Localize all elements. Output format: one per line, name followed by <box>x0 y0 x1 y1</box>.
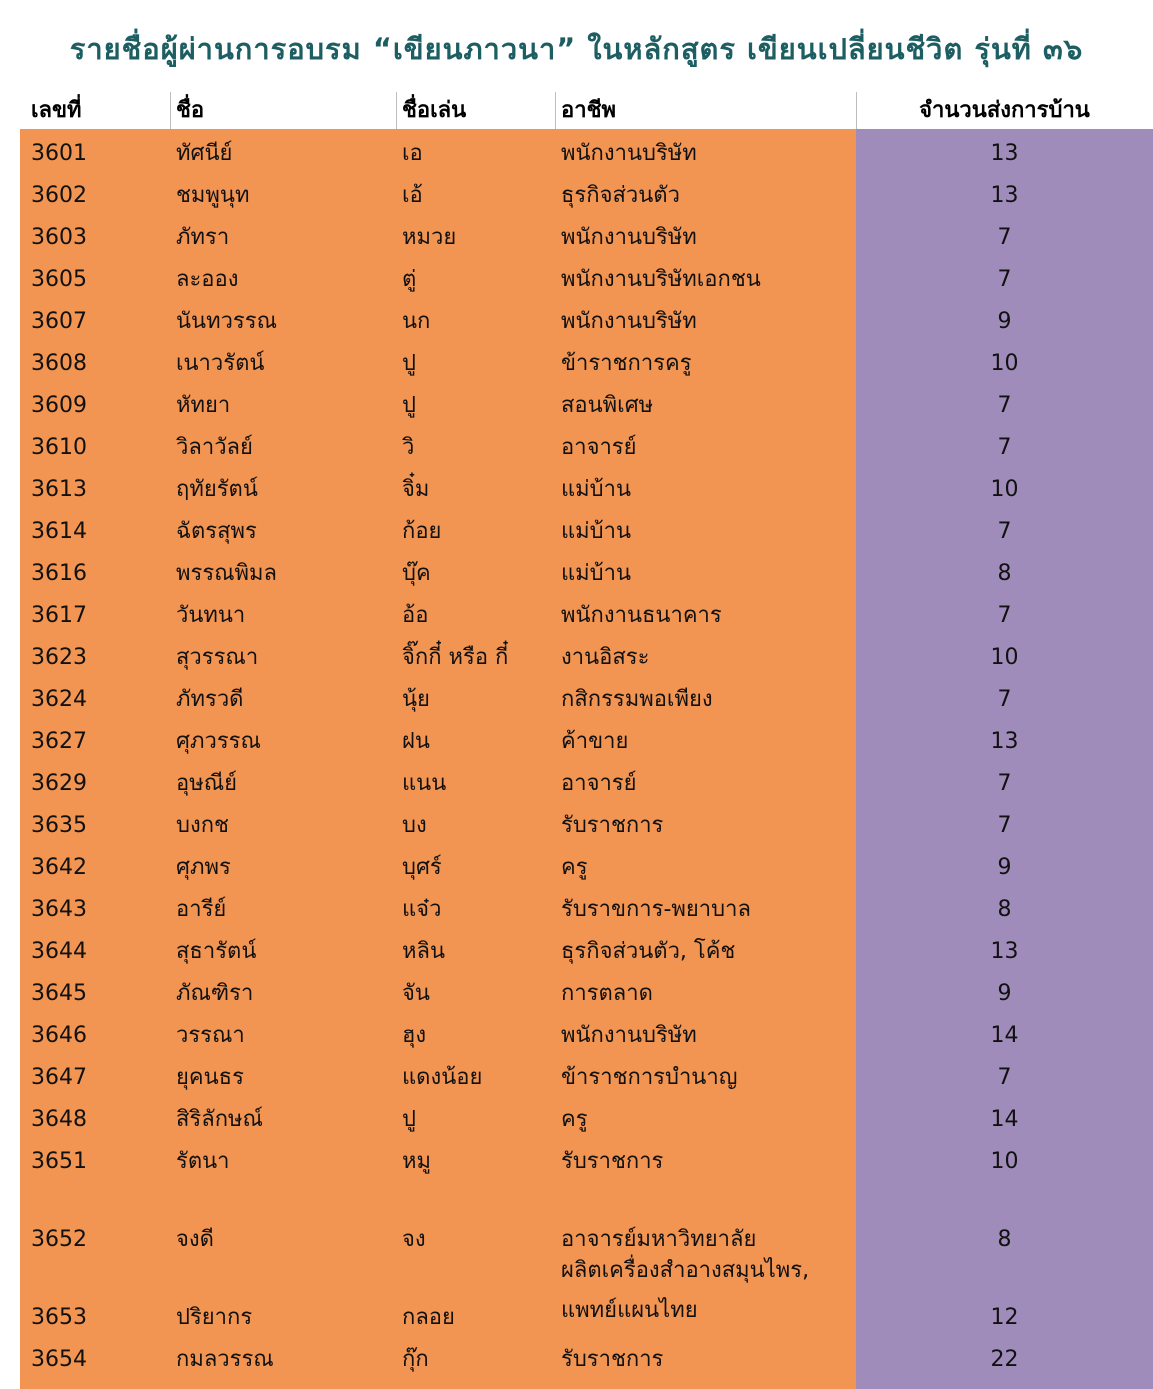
table-row <box>0 133 1153 175</box>
cell-id: 3616 <box>31 561 87 586</box>
header-divider <box>396 92 397 130</box>
cell-homework: 10 <box>990 351 1019 376</box>
cell-nickname: แดงน้อย <box>402 1065 483 1090</box>
cell-homework: 7 <box>997 771 1012 796</box>
header-nickname: ชื่อเล่น <box>402 98 467 123</box>
cell-id: 3654 <box>31 1347 87 1372</box>
cell-nickname: จัน <box>402 981 430 1006</box>
table-row <box>0 469 1153 511</box>
table-row <box>0 217 1153 259</box>
cell-homework: 14 <box>990 1107 1019 1132</box>
table-row <box>0 931 1153 973</box>
cell-occupation: พนักงานบริษัท <box>561 1023 697 1048</box>
cell-homework: 13 <box>990 183 1019 208</box>
cell-nickname: ปู <box>402 393 416 418</box>
cell-nickname: บุศร์ <box>402 855 442 880</box>
cell-occupation: รับราชการ <box>561 1347 664 1372</box>
header-homework: จำนวนส่งการบ้าน <box>919 98 1090 123</box>
table-row <box>0 511 1153 553</box>
cell-homework: 8 <box>997 897 1012 922</box>
cell-nickname: ตู่ <box>402 267 417 292</box>
cell-id: 3627 <box>31 729 87 754</box>
table-body <box>0 133 1153 1381</box>
header-id: เลขที่ <box>31 98 82 123</box>
cell-homework: 7 <box>997 603 1012 628</box>
cell-nickname: เอ <box>402 141 423 166</box>
cell-occupation: แม่บ้าน <box>561 519 632 544</box>
cell-occupation: ครู <box>561 855 588 880</box>
cell-name: หัทยา <box>176 393 231 418</box>
cell-occupation: ธุรกิจส่วนตัว, โค้ช <box>561 939 736 964</box>
cell-name: วรรณา <box>176 1023 245 1048</box>
cell-name: ชมพูนุท <box>176 183 250 208</box>
cell-name: ศุภพร <box>176 855 231 880</box>
cell-homework: 7 <box>997 393 1012 418</box>
table-row <box>0 805 1153 847</box>
cell-name: รัตนา <box>176 1149 230 1174</box>
header-name: ชื่อ <box>176 98 205 123</box>
cell-nickname: บง <box>402 813 427 838</box>
cell-occupation: ค้าขาย <box>561 729 629 754</box>
cell-name: สุวรรณา <box>176 645 259 670</box>
cell-occupation-line: แพทย์แผนไทย <box>561 1298 698 1323</box>
cell-nickname: นก <box>402 309 431 334</box>
cell-id: 3651 <box>31 1149 87 1174</box>
table-header <box>28 92 1153 130</box>
cell-name: ภัทรา <box>176 225 230 250</box>
table-row <box>0 175 1153 217</box>
cell-name: พรรณพิมล <box>176 561 278 586</box>
cell-id: 3646 <box>31 1023 87 1048</box>
table-row <box>0 301 1153 343</box>
cell-nickname: ฝน <box>402 729 430 754</box>
cell-occupation: ครู <box>561 1107 588 1132</box>
cell-occupation: รับราชการ <box>561 813 664 838</box>
cell-homework: 7 <box>997 225 1012 250</box>
cell-name: ภัทรวดี <box>176 687 244 712</box>
cell-occupation: ธุรกิจส่วนตัว <box>561 183 680 208</box>
cell-nickname: จิ๋ม <box>402 477 430 502</box>
cell-name: จงดี <box>176 1227 214 1252</box>
cell-homework: 12 <box>990 1305 1019 1330</box>
cell-name: วิลาวัลย์ <box>176 435 253 460</box>
cell-homework: 8 <box>997 561 1012 586</box>
cell-id: 3601 <box>31 141 87 166</box>
cell-name: ฤทัยรัตน์ <box>176 477 258 502</box>
table-row <box>0 595 1153 637</box>
cell-occupation: พนักงานบริษัท <box>561 225 697 250</box>
cell-name: อารีย์ <box>176 897 227 922</box>
cell-homework: 13 <box>990 939 1019 964</box>
cell-homework: 9 <box>997 855 1012 880</box>
table-row <box>0 637 1153 679</box>
cell-homework: 10 <box>990 645 1019 670</box>
cell-nickname: กลอย <box>402 1305 455 1330</box>
cell-homework: 7 <box>997 519 1012 544</box>
cell-name: วันทนา <box>176 603 246 628</box>
cell-nickname: อ้อ <box>402 603 429 628</box>
cell-homework: 14 <box>990 1023 1019 1048</box>
cell-name: สิริลักษณ์ <box>176 1107 263 1132</box>
cell-id: 3652 <box>31 1227 87 1252</box>
header-divider <box>170 92 171 130</box>
cell-homework: 10 <box>990 1149 1019 1174</box>
table-row <box>0 1339 1153 1381</box>
table-row <box>0 385 1153 427</box>
cell-id: 3653 <box>31 1305 87 1330</box>
cell-nickname: เอ้ <box>402 183 423 208</box>
cell-nickname: บุ๊ค <box>402 561 431 586</box>
cell-occupation: ข้าราชการครู <box>561 351 692 376</box>
cell-occupation: อาจารย์ <box>561 771 637 796</box>
cell-homework: 9 <box>997 981 1012 1006</box>
cell-nickname: นุ้ย <box>402 687 430 712</box>
cell-id: 3645 <box>31 981 87 1006</box>
cell-name: ศุภวรรณ <box>176 729 261 754</box>
cell-id: 3607 <box>31 309 87 334</box>
table-row <box>0 259 1153 301</box>
cell-nickname: หมู <box>402 1149 432 1174</box>
cell-id: 3614 <box>31 519 87 544</box>
cell-name: บงกช <box>176 813 229 838</box>
cell-name: เนาวรัตน์ <box>176 351 265 376</box>
table-row <box>0 1015 1153 1057</box>
cell-occupation: อาจารย์มหาวิทยาลัย <box>561 1227 757 1252</box>
cell-id: 3647 <box>31 1065 87 1090</box>
cell-name: ละออง <box>176 267 239 292</box>
cell-homework: 8 <box>997 1227 1012 1252</box>
cell-name: ทัศนีย์ <box>176 141 233 166</box>
cell-homework: 22 <box>990 1347 1019 1372</box>
cell-name: ภัณฑิรา <box>176 981 254 1006</box>
cell-occupation: กสิกรรมพอเพียง <box>561 687 713 712</box>
table-row <box>0 1099 1153 1141</box>
cell-nickname: จิ๊กกี๋ หรือ กี๋ <box>402 645 509 670</box>
cell-homework: 7 <box>997 687 1012 712</box>
cell-occupation: รับราขการ-พยาบาล <box>561 897 751 922</box>
cell-occupation: งานอิสระ <box>561 645 650 670</box>
table-row <box>0 721 1153 763</box>
cell-nickname: แนน <box>402 771 447 796</box>
cell-occupation-line: ผลิตเครื่องสำอางสมุนไพร, <box>561 1258 810 1283</box>
table-row <box>0 553 1153 595</box>
cell-homework: 13 <box>990 141 1019 166</box>
cell-occupation: สอนพิเศษ <box>561 393 654 418</box>
cell-occupation: อาจารย์ <box>561 435 637 460</box>
header-occupation: อาชีพ <box>561 98 616 123</box>
cell-id: 3648 <box>31 1107 87 1132</box>
cell-occupation: รับราชการ <box>561 1149 664 1174</box>
cell-occupation <box>561 1251 809 1331</box>
cell-id: 3617 <box>31 603 87 628</box>
table-row <box>0 1141 1153 1183</box>
cell-id: 3643 <box>31 897 87 922</box>
cell-name: สุธารัตน์ <box>176 939 257 964</box>
cell-id: 3603 <box>31 225 87 250</box>
cell-id: 3610 <box>31 435 87 460</box>
cell-homework: 9 <box>997 309 1012 334</box>
cell-id: 3605 <box>31 267 87 292</box>
cell-occupation: แม่บ้าน <box>561 561 632 586</box>
cell-homework: 13 <box>990 729 1019 754</box>
cell-homework: 10 <box>990 477 1019 502</box>
table-row <box>0 973 1153 1015</box>
cell-nickname: หมวย <box>402 225 457 250</box>
cell-id: 3635 <box>31 813 87 838</box>
cell-name: ปริยากร <box>176 1305 253 1330</box>
cell-occupation: พนักงานบริษัทเอกชน <box>561 267 761 292</box>
table-row <box>0 679 1153 721</box>
table-row <box>0 763 1153 805</box>
cell-name: นันทวรรณ <box>176 309 277 334</box>
cell-id: 3613 <box>31 477 87 502</box>
cell-nickname: ก้อย <box>402 519 442 544</box>
cell-id: 3602 <box>31 183 87 208</box>
table-row <box>0 847 1153 889</box>
cell-id: 3644 <box>31 939 87 964</box>
cell-id: 3623 <box>31 645 87 670</box>
table-row <box>0 1057 1153 1099</box>
cell-id: 3624 <box>31 687 87 712</box>
cell-id: 3629 <box>31 771 87 796</box>
table-row <box>0 427 1153 469</box>
cell-id: 3609 <box>31 393 87 418</box>
cell-nickname: วิ <box>402 435 415 460</box>
table-row <box>0 889 1153 931</box>
cell-homework: 7 <box>997 435 1012 460</box>
cell-occupation: แม่บ้าน <box>561 477 632 502</box>
cell-homework: 7 <box>997 813 1012 838</box>
cell-nickname: กุ๊ก <box>402 1347 429 1372</box>
cell-occupation: พนักงานบริษัท <box>561 309 697 334</box>
cell-nickname: ฮุง <box>402 1023 427 1048</box>
cell-name: อุษณีย์ <box>176 771 238 796</box>
cell-id: 3608 <box>31 351 87 376</box>
cell-name: กมลวรรณ <box>176 1347 274 1372</box>
cell-nickname: ปู <box>402 351 416 376</box>
cell-nickname: แจ๋ว <box>402 897 442 922</box>
cell-occupation: พนักงานธนาคาร <box>561 603 722 628</box>
table-row <box>0 343 1153 385</box>
page-title: รายชื่อผู้ผ่านการอบรม “เขียนภาวนา” ในหลักสูตร เขียนเปลี่ยนชีวิต รุ่นที่ ๓๖ <box>69 32 1084 66</box>
cell-nickname: ปู <box>402 1107 416 1132</box>
cell-nickname: หลิน <box>402 939 446 964</box>
cell-nickname: จง <box>402 1227 426 1252</box>
cell-occupation: ข้าราชการบำนาญ <box>561 1065 738 1090</box>
cell-homework: 7 <box>997 267 1012 292</box>
cell-name: ยุคนธร <box>176 1065 244 1090</box>
table-row <box>0 1258 1153 1339</box>
cell-name: ฉัตรสุพร <box>176 519 257 544</box>
cell-occupation: พนักงานบริษัท <box>561 141 697 166</box>
table-row <box>0 1183 1153 1261</box>
header-divider <box>555 92 556 130</box>
cell-occupation: การตลาด <box>561 981 653 1006</box>
cell-id: 3642 <box>31 855 87 880</box>
cell-homework: 7 <box>997 1065 1012 1090</box>
